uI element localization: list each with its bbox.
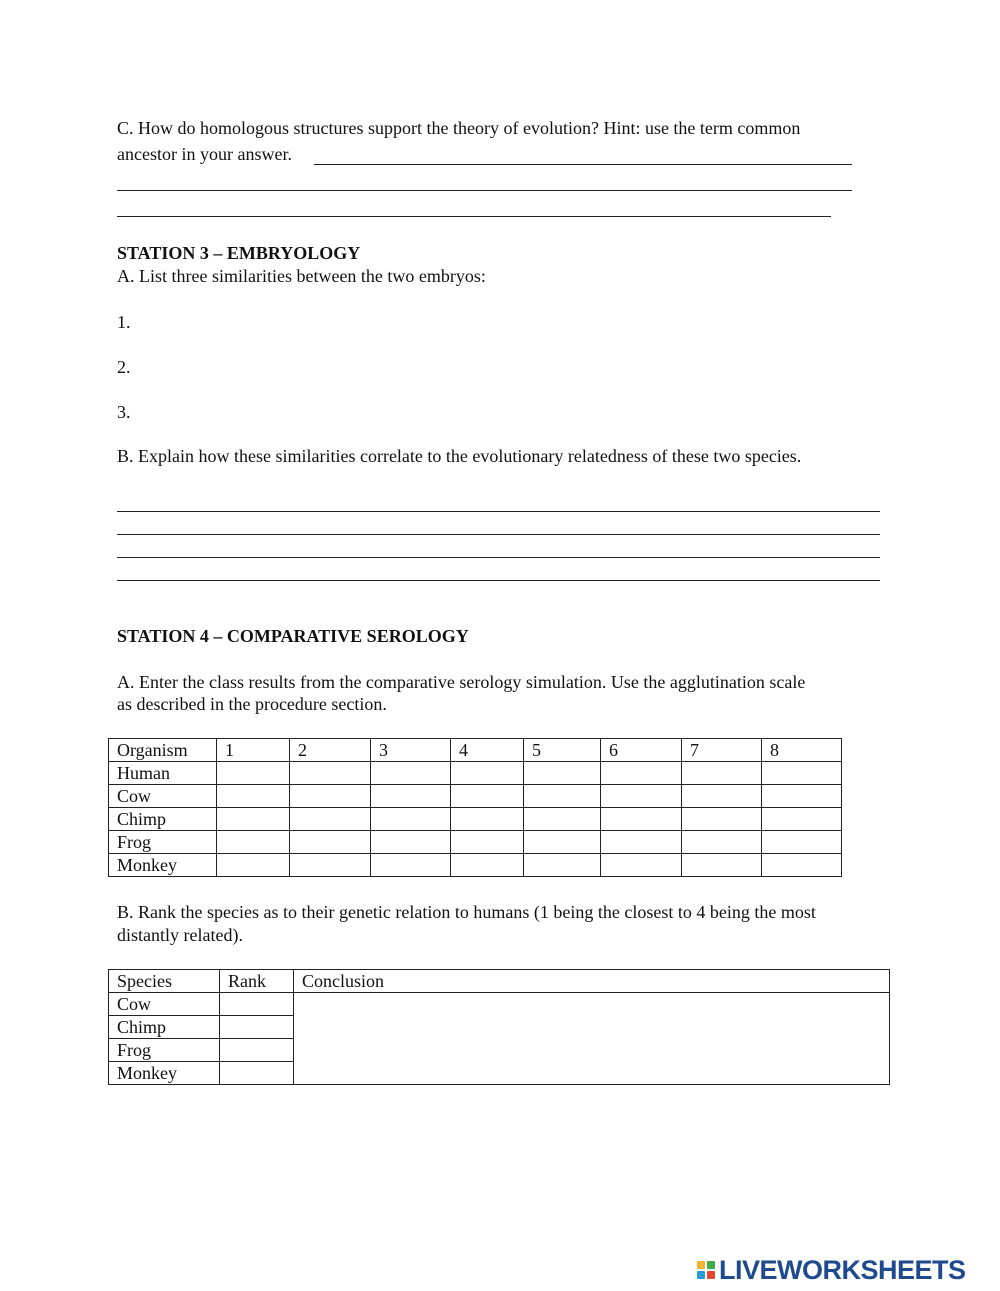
- station3-question-a: A. List three similarities between the two embryos:: [117, 266, 486, 286]
- organism-name: Monkey: [109, 854, 217, 877]
- serology-table: [108, 738, 842, 877]
- logo-block: [707, 1271, 715, 1279]
- result-cell[interactable]: [762, 831, 842, 854]
- result-cell[interactable]: [524, 762, 601, 785]
- station4-heading: STATION 4 – COMPARATIVE SEROLOGY: [117, 626, 469, 646]
- result-cell[interactable]: [524, 808, 601, 831]
- list-item-number: 1.: [117, 312, 131, 332]
- result-cell[interactable]: [451, 831, 524, 854]
- result-cell[interactable]: [371, 854, 451, 877]
- logo-block: [697, 1271, 705, 1279]
- result-cell[interactable]: [290, 854, 371, 877]
- rank-cell[interactable]: [220, 1062, 294, 1085]
- result-cell[interactable]: [371, 762, 451, 785]
- answer-line[interactable]: [117, 216, 831, 217]
- column-header: 2: [290, 739, 371, 762]
- answer-line[interactable]: [117, 580, 880, 581]
- question-c-line1: C. How do homologous structures support the theory of evolution? Hint: use the term common: [117, 118, 801, 138]
- station3-heading: STATION 3 – EMBRYOLOGY: [117, 243, 361, 263]
- table-row: [109, 808, 842, 831]
- result-cell[interactable]: [217, 831, 290, 854]
- rank-cell[interactable]: [220, 993, 294, 1016]
- list-item-number: 2.: [117, 357, 131, 377]
- table-row: [109, 831, 842, 854]
- column-header: Organism: [109, 739, 217, 762]
- organism-name: Human: [109, 762, 217, 785]
- column-header: 7: [682, 739, 762, 762]
- column-header: 3: [371, 739, 451, 762]
- result-cell[interactable]: [682, 831, 762, 854]
- result-cell[interactable]: [524, 785, 601, 808]
- result-cell[interactable]: [682, 854, 762, 877]
- liveworksheets-logo: [697, 1255, 966, 1285]
- logo-block: [707, 1261, 715, 1269]
- result-cell[interactable]: [682, 808, 762, 831]
- table-header-row: [109, 739, 842, 762]
- result-cell[interactable]: [217, 808, 290, 831]
- column-header: 5: [524, 739, 601, 762]
- organism-name: Cow: [109, 785, 217, 808]
- result-cell[interactable]: [762, 762, 842, 785]
- result-cell[interactable]: [371, 831, 451, 854]
- list-item-number: 3.: [117, 402, 131, 422]
- result-cell[interactable]: [762, 808, 842, 831]
- rank-cell[interactable]: [220, 1039, 294, 1062]
- column-header: Species: [109, 970, 220, 993]
- species-name: Cow: [109, 993, 220, 1016]
- result-cell[interactable]: [290, 808, 371, 831]
- species-name: Monkey: [109, 1062, 220, 1085]
- result-cell[interactable]: [217, 762, 290, 785]
- result-cell[interactable]: [524, 854, 601, 877]
- station4-question-a-line2: as described in the procedure section.: [117, 694, 387, 714]
- logo-block: [697, 1261, 705, 1269]
- answer-line[interactable]: [117, 534, 880, 535]
- table-row: [109, 993, 890, 1016]
- table-row: [109, 785, 842, 808]
- result-cell[interactable]: [451, 854, 524, 877]
- result-cell[interactable]: [601, 831, 682, 854]
- answer-line[interactable]: [117, 511, 880, 512]
- result-cell[interactable]: [762, 854, 842, 877]
- result-cell[interactable]: [217, 854, 290, 877]
- table-header-row: [109, 970, 890, 993]
- organism-name: Frog: [109, 831, 217, 854]
- rank-table: [108, 969, 890, 1085]
- result-cell[interactable]: [371, 808, 451, 831]
- logo-text: LIVEWORKSHEETS: [719, 1255, 966, 1285]
- table-row: [109, 854, 842, 877]
- answer-line[interactable]: [314, 164, 852, 165]
- column-header: 4: [451, 739, 524, 762]
- result-cell[interactable]: [682, 762, 762, 785]
- result-cell[interactable]: [524, 831, 601, 854]
- result-cell[interactable]: [601, 808, 682, 831]
- table-row: [109, 762, 842, 785]
- organism-name: Chimp: [109, 808, 217, 831]
- result-cell[interactable]: [682, 785, 762, 808]
- answer-line[interactable]: [117, 190, 852, 191]
- result-cell[interactable]: [762, 785, 842, 808]
- result-cell[interactable]: [451, 762, 524, 785]
- result-cell[interactable]: [371, 785, 451, 808]
- rank-cell[interactable]: [220, 1016, 294, 1039]
- result-cell[interactable]: [290, 762, 371, 785]
- result-cell[interactable]: [451, 785, 524, 808]
- result-cell[interactable]: [601, 854, 682, 877]
- result-cell[interactable]: [601, 785, 682, 808]
- species-name: Frog: [109, 1039, 220, 1062]
- result-cell[interactable]: [451, 808, 524, 831]
- result-cell[interactable]: [290, 831, 371, 854]
- column-header: 8: [762, 739, 842, 762]
- station4-question-b-line2: distantly related).: [117, 925, 243, 945]
- result-cell[interactable]: [290, 785, 371, 808]
- question-c-line2: ancestor in your answer.: [117, 144, 292, 164]
- column-header: 1: [217, 739, 290, 762]
- column-header: 6: [601, 739, 682, 762]
- species-name: Chimp: [109, 1016, 220, 1039]
- station4-question-a-line1: A. Enter the class results from the comparative serology simulation. Use the agglutination scale: [117, 672, 806, 692]
- station4-question-b-line1: B. Rank the species as to their genetic relation to humans (1 being the closest to 4 being the most: [117, 902, 816, 922]
- result-cell[interactable]: [217, 785, 290, 808]
- column-header: Rank: [220, 970, 294, 993]
- result-cell[interactable]: [601, 762, 682, 785]
- conclusion-cell[interactable]: [294, 993, 890, 1085]
- logo-blocks-icon: [697, 1261, 715, 1279]
- station3-question-b: B. Explain how these similarities correlate to the evolutionary relatedness of these two species.: [117, 446, 802, 466]
- column-header: Conclusion: [294, 970, 890, 993]
- answer-line[interactable]: [117, 557, 880, 558]
